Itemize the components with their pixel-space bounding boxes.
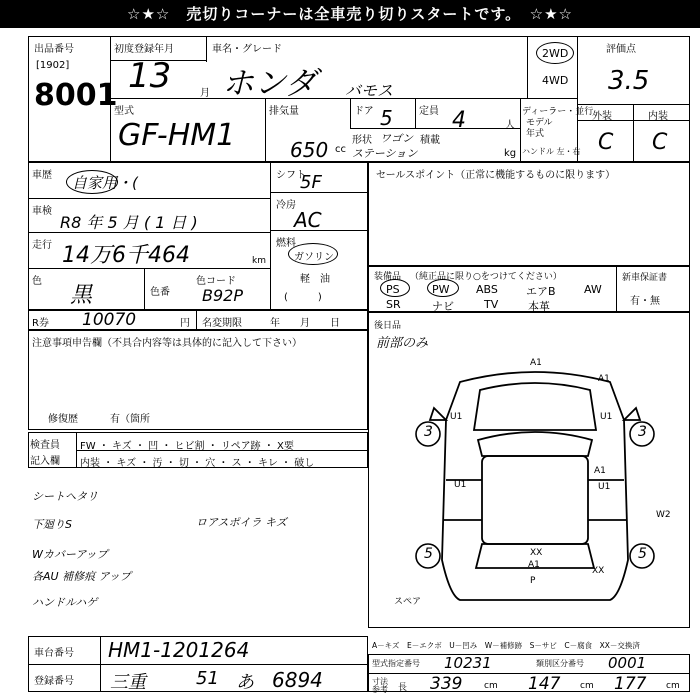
tyre-fl: 3 (424, 424, 433, 440)
notes-label: 注意事項申告欄（不具合内容等は具体的に記入して下さい） (32, 338, 302, 349)
equip-note: （純正品に限り○をつけてください） (410, 272, 562, 282)
damage-mark-right-1: U1 (600, 412, 613, 422)
damage-mark-front: A1 (530, 358, 542, 368)
loading-label: 積載 (420, 135, 440, 146)
damage-mark-right-side: W2 (656, 510, 671, 520)
cm-unit-1: cm (484, 681, 498, 691)
dims-label-2: 参考 (372, 685, 388, 694)
first-reg-year: 13 (128, 56, 172, 96)
handle-label: ハンドル 左・右 (522, 147, 581, 156)
type-label: 型式 (114, 106, 134, 117)
ac-label: 冷房 (276, 200, 296, 211)
exterior-value: C (598, 130, 614, 155)
cm-unit-2: cm (580, 681, 594, 691)
color-label: 色 (32, 276, 42, 287)
drive-4wd: 4WD (542, 74, 569, 87)
inspection-label: 車検 (32, 206, 52, 217)
cat-value: 0001 (608, 654, 647, 672)
displacement-value: 650 (290, 138, 329, 162)
inspection-value: R8 年 5 月 ( 1 日 ) (60, 213, 198, 232)
recycle-value: 10070 (82, 310, 137, 330)
shape-value: ワゴン (380, 132, 413, 145)
dims-label-1: 寸法 (372, 677, 388, 686)
damage-mark-left-2: U1 (454, 480, 467, 490)
doors-value: 5 (380, 106, 393, 130)
length-label: 長 (398, 683, 408, 693)
name-change-label: 名変期限 (202, 318, 242, 329)
fw-row: FW ・ キズ ・ 凹 ・ ヒビ割 ・ リペア跡 ・ X要 (80, 441, 294, 452)
history-label: 車歴 (32, 170, 52, 181)
cat-label: 類別区分番号 (536, 659, 584, 668)
capacity-label: 定員 (419, 106, 439, 117)
width-value: 147 (528, 674, 561, 694)
mileage-label: 走行 (32, 240, 52, 251)
car-windshield (478, 432, 592, 456)
tyre-fr: 3 (638, 424, 647, 440)
fuel-bracket: ( ) (284, 292, 322, 303)
color-code-value: B92P (202, 286, 243, 305)
model-name-label: 車名・グレード (212, 44, 282, 55)
car-make: ホンダ (222, 64, 317, 102)
history-value: 自家用・( (72, 174, 138, 192)
equip-aw: AW (584, 283, 602, 296)
repair-label: 修復歴 (48, 414, 78, 425)
equip-pw: PW (432, 283, 450, 296)
shape-label: 形状 (352, 135, 372, 146)
plate-label: 登録番号 (34, 676, 74, 687)
dealer-label: ディーラー・並行 (522, 107, 594, 117)
recycle-label: R券 (32, 318, 49, 329)
color-code-label: 色コード (196, 276, 236, 287)
plate-class: 51 (196, 668, 219, 689)
tyre-rr: 5 (638, 546, 647, 562)
equip-abs: ABS (476, 283, 498, 296)
lot-number: 8001 (34, 78, 118, 113)
tyre-rl: 5 (424, 546, 433, 562)
car-grade: バモス (345, 81, 394, 100)
damage-mark-rear-1: XX (530, 548, 543, 558)
equip-pw-circle (427, 279, 459, 297)
damage-mark-rear-2: A1 (528, 560, 540, 570)
note-line-1: シートヘタリ (32, 490, 98, 503)
cm-unit-3: cm (666, 681, 680, 691)
damage-mark-front-right: A1 (598, 374, 610, 384)
damage-mark-right-3: A1 (594, 466, 606, 476)
damage-mark-rear-4: XX (592, 566, 605, 576)
mileage-value: 14万6千464 (62, 243, 190, 268)
displacement-label: 排気量 (269, 106, 299, 117)
inspector-label: 検査員 (30, 440, 60, 451)
person-unit: 人 (505, 120, 515, 131)
note-line-3: ロアスポイラ キズ (196, 516, 287, 529)
first-reg-label: 初度登録年月 (114, 44, 174, 55)
equip-leather: 本革 (528, 300, 550, 313)
color-no-label: 色番 (150, 287, 170, 298)
name-change-value: 年 月 日 (270, 318, 340, 329)
chassis-value: HM1-1201264 (108, 638, 250, 662)
damage-mark-left-1: U1 (450, 412, 463, 422)
lot-label: 出品番号 (34, 44, 74, 55)
note-line-2: 下廻りS (32, 518, 72, 531)
yen-unit: 円 (180, 318, 190, 329)
fuel-diesel: 軽 油 (300, 274, 330, 285)
sales-label: セールスポイント（正常に機能するものに限ります） (376, 170, 616, 181)
km-unit: km (252, 256, 266, 266)
fuel-gas: ガソリン (294, 252, 334, 263)
interior-label: 内装 (648, 111, 668, 122)
shift-label: シフト (276, 170, 306, 181)
plate-kana: あ (236, 672, 254, 693)
interior-row: 内装 ・ キズ ・ 汚 ・ 切 ・ 穴 ・ ス ・ キレ ・ 破し (80, 458, 315, 469)
plate-region: 三重 (110, 672, 146, 693)
car-cabin (482, 456, 588, 544)
equip-ps: PS (386, 283, 400, 296)
capacity-value: 4 (452, 108, 466, 133)
height-value: 177 (614, 674, 647, 694)
equip-ps-circle (380, 279, 410, 297)
equip-airbag: エアB (526, 285, 556, 298)
spare-label: スペア (394, 597, 422, 607)
color-value: 黒 (70, 283, 93, 308)
interior-value: C (652, 130, 668, 155)
warranty-value: 有・無 (630, 296, 660, 307)
damage-mark-right-2: U1 (598, 482, 611, 492)
equip-navi: ナビ (432, 300, 454, 313)
fuel-label: 燃料 (276, 238, 296, 249)
shift-value: 5F (300, 172, 322, 193)
chassis-label: 車台番号 (34, 648, 74, 659)
auction-banner: ☆★☆ 売切りコーナーは全車売り切りスタートです。 ☆★☆ (0, 0, 700, 28)
score-label: 評価点 (606, 44, 636, 55)
car-roof (474, 383, 596, 430)
month-unit: 月 (200, 88, 210, 99)
kg-unit: kg (504, 148, 517, 159)
cc-unit: cc (335, 144, 346, 155)
model-code: GF-HM1 (118, 118, 236, 153)
note-line-5: 各AU 補修痕 アップ (32, 570, 131, 583)
equip-label: 装備品 (374, 272, 402, 282)
entry-label: 記入欄 (30, 456, 60, 467)
drive-2wd: 2WD (542, 47, 569, 60)
doors-label: ドア (354, 106, 374, 117)
body-value: ステーション (352, 147, 418, 160)
damage-mark-rear-3: P (530, 576, 536, 586)
ac-value: AC (294, 208, 322, 232)
post-install-value: 前部のみ (376, 336, 429, 351)
lot-code: [1902] (36, 60, 70, 71)
note-line-6: ハンドルハゲ (32, 596, 98, 609)
score-value: 3.5 (608, 66, 650, 96)
damage-legend: A－キズ E－エクボ U－凹み W－補修跡 S－サビ C－腐食 XX－交換済 (372, 641, 640, 650)
note-line-4: Wカバーアップ (32, 548, 108, 561)
mgmt-value: 10231 (444, 654, 492, 672)
equip-tv: TV (484, 298, 499, 311)
exterior-label: 外装 (592, 111, 612, 122)
model-year-label: モデル 年式 (526, 118, 553, 139)
new-warranty-label: 新車保証書 (622, 273, 668, 283)
equip-sr: SR (386, 298, 401, 311)
car-diagram (400, 360, 670, 610)
plate-number: 6894 (272, 668, 323, 692)
repair-value: 有（箇所 (110, 414, 150, 425)
length-value: 339 (430, 674, 463, 694)
post-install-label: 後日品 (374, 321, 402, 331)
mgmt-label: 型式指定番号 (372, 659, 420, 668)
